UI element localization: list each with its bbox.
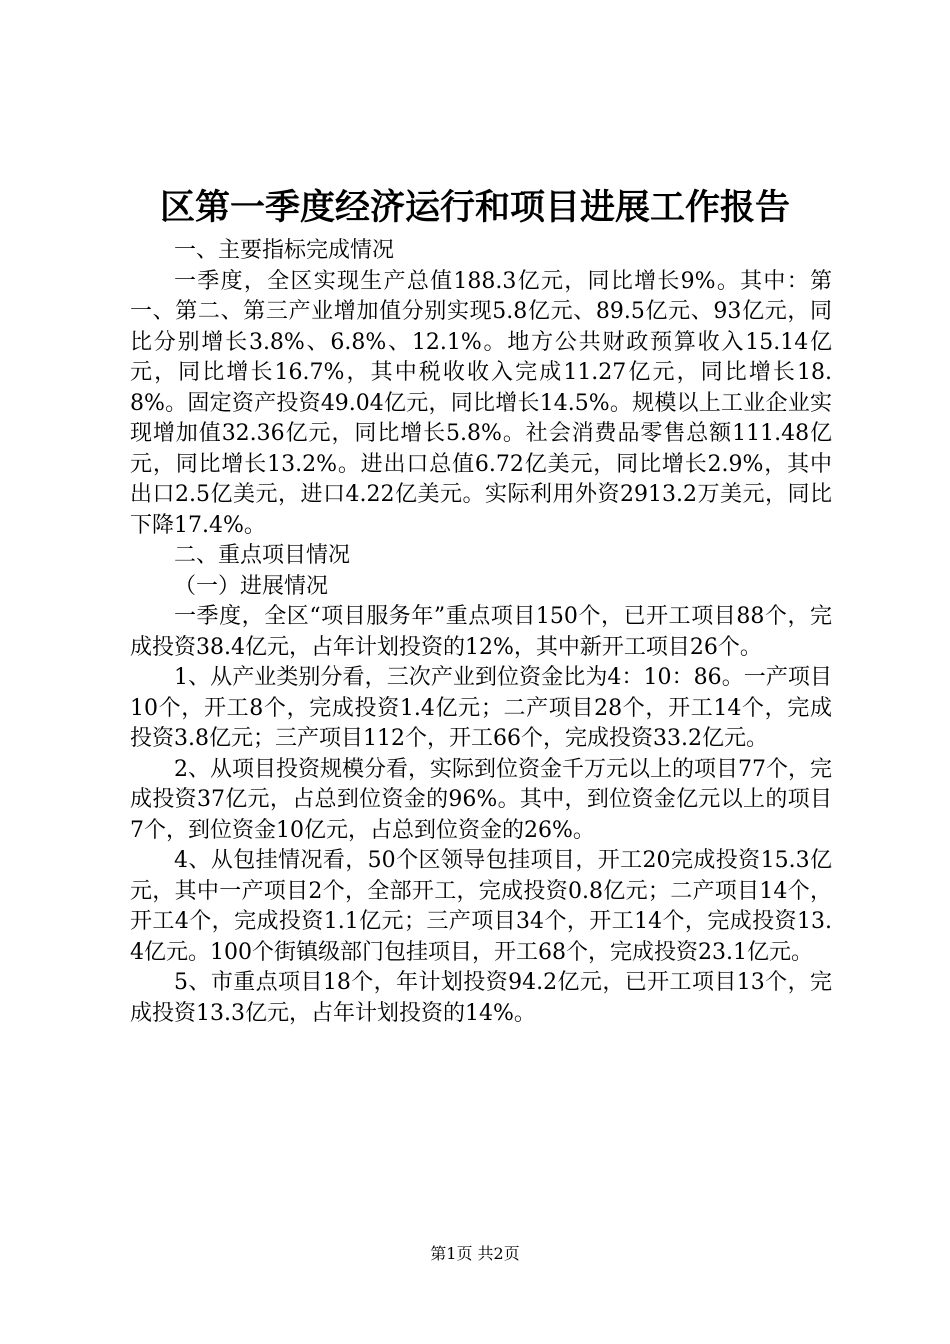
document-body	[130, 236, 832, 1029]
paragraph-city-key-projects: 5、市重点项目18个，年计划投资94.2亿元，已开工项目13个，完成投资13.3亿元，占年计划投资的14%。	[130, 970, 832, 1026]
paragraph-main-indicators: 一季度，全区实现生产总值188.3亿元，同比增长9%。其中：第一、第二、第三产业增加值分别实现5.8亿元、89.5亿元、93亿元，同比分别增长3.8%、6.8%、12.1%。地方公共财政预算收入15.14亿元，同比增长16.7%，其中税收收入完成11.27亿元，同比增长18.8%。固定资产投资49.04亿元，同比增长14.5%。规模以上工业企业实现增加值32.36亿元，同比增长5.8%。社会消费品零售总额111.48亿元，同比增长13.2%。进出口总值6.72亿美元，同比增长2.9%，其中出口2.5亿美元，进口4.22亿美元。实际利用外资2913.2万美元，同比下降17.4%。	[130, 268, 832, 538]
page-footer: 第1页 共2页	[430, 1244, 520, 1263]
section-heading-key-projects: 二、重点项目情况	[174, 543, 351, 568]
subsection-heading-progress: （一）进展情况	[174, 573, 329, 599]
document-title: 区第一季度经济运行和项目进展工作报告	[159, 187, 790, 228]
paragraph-leader-assignment: 4、从包挂情况看，50个区领导包挂项目，开工20完成投资15.3亿元，其中一产项目2个，全部开工，完成投资0.8亿元；二产项目14个，开工4个，完成投资1.1亿元；三产项目34个，开工14个，完成投资13.4亿元。100个街镇级部门包挂项目，开工68个，完成投资23.1亿元。	[130, 848, 832, 965]
paragraph-investment-scale: 2、从项目投资规模分看，实际到位资金千万元以上的项目77个，完成投资37亿元，占总到位资金的96%。其中，到位资金亿元以上的项目7个，到位资金10亿元，占总到位资金的26%。	[130, 756, 832, 843]
paragraph-project-overview: 一季度，全区“项目服务年”重点项目150个，已开工项目88个，完成投资38.4亿元，占年计划投资的12%，其中新开工项目26个。	[130, 604, 832, 660]
section-heading-main-indicators: 一、主要指标完成情况	[174, 238, 395, 263]
paragraph-industry-category: 1、从产业类别分看，三次产业到位资金比为4：10：86。一产项目10个，开工8个，完成投资1.4亿元；二产项目28个，开工14个，完成投资3.8亿元；三产项目112个，开工66个，完成投资33.2亿元。	[130, 665, 833, 751]
